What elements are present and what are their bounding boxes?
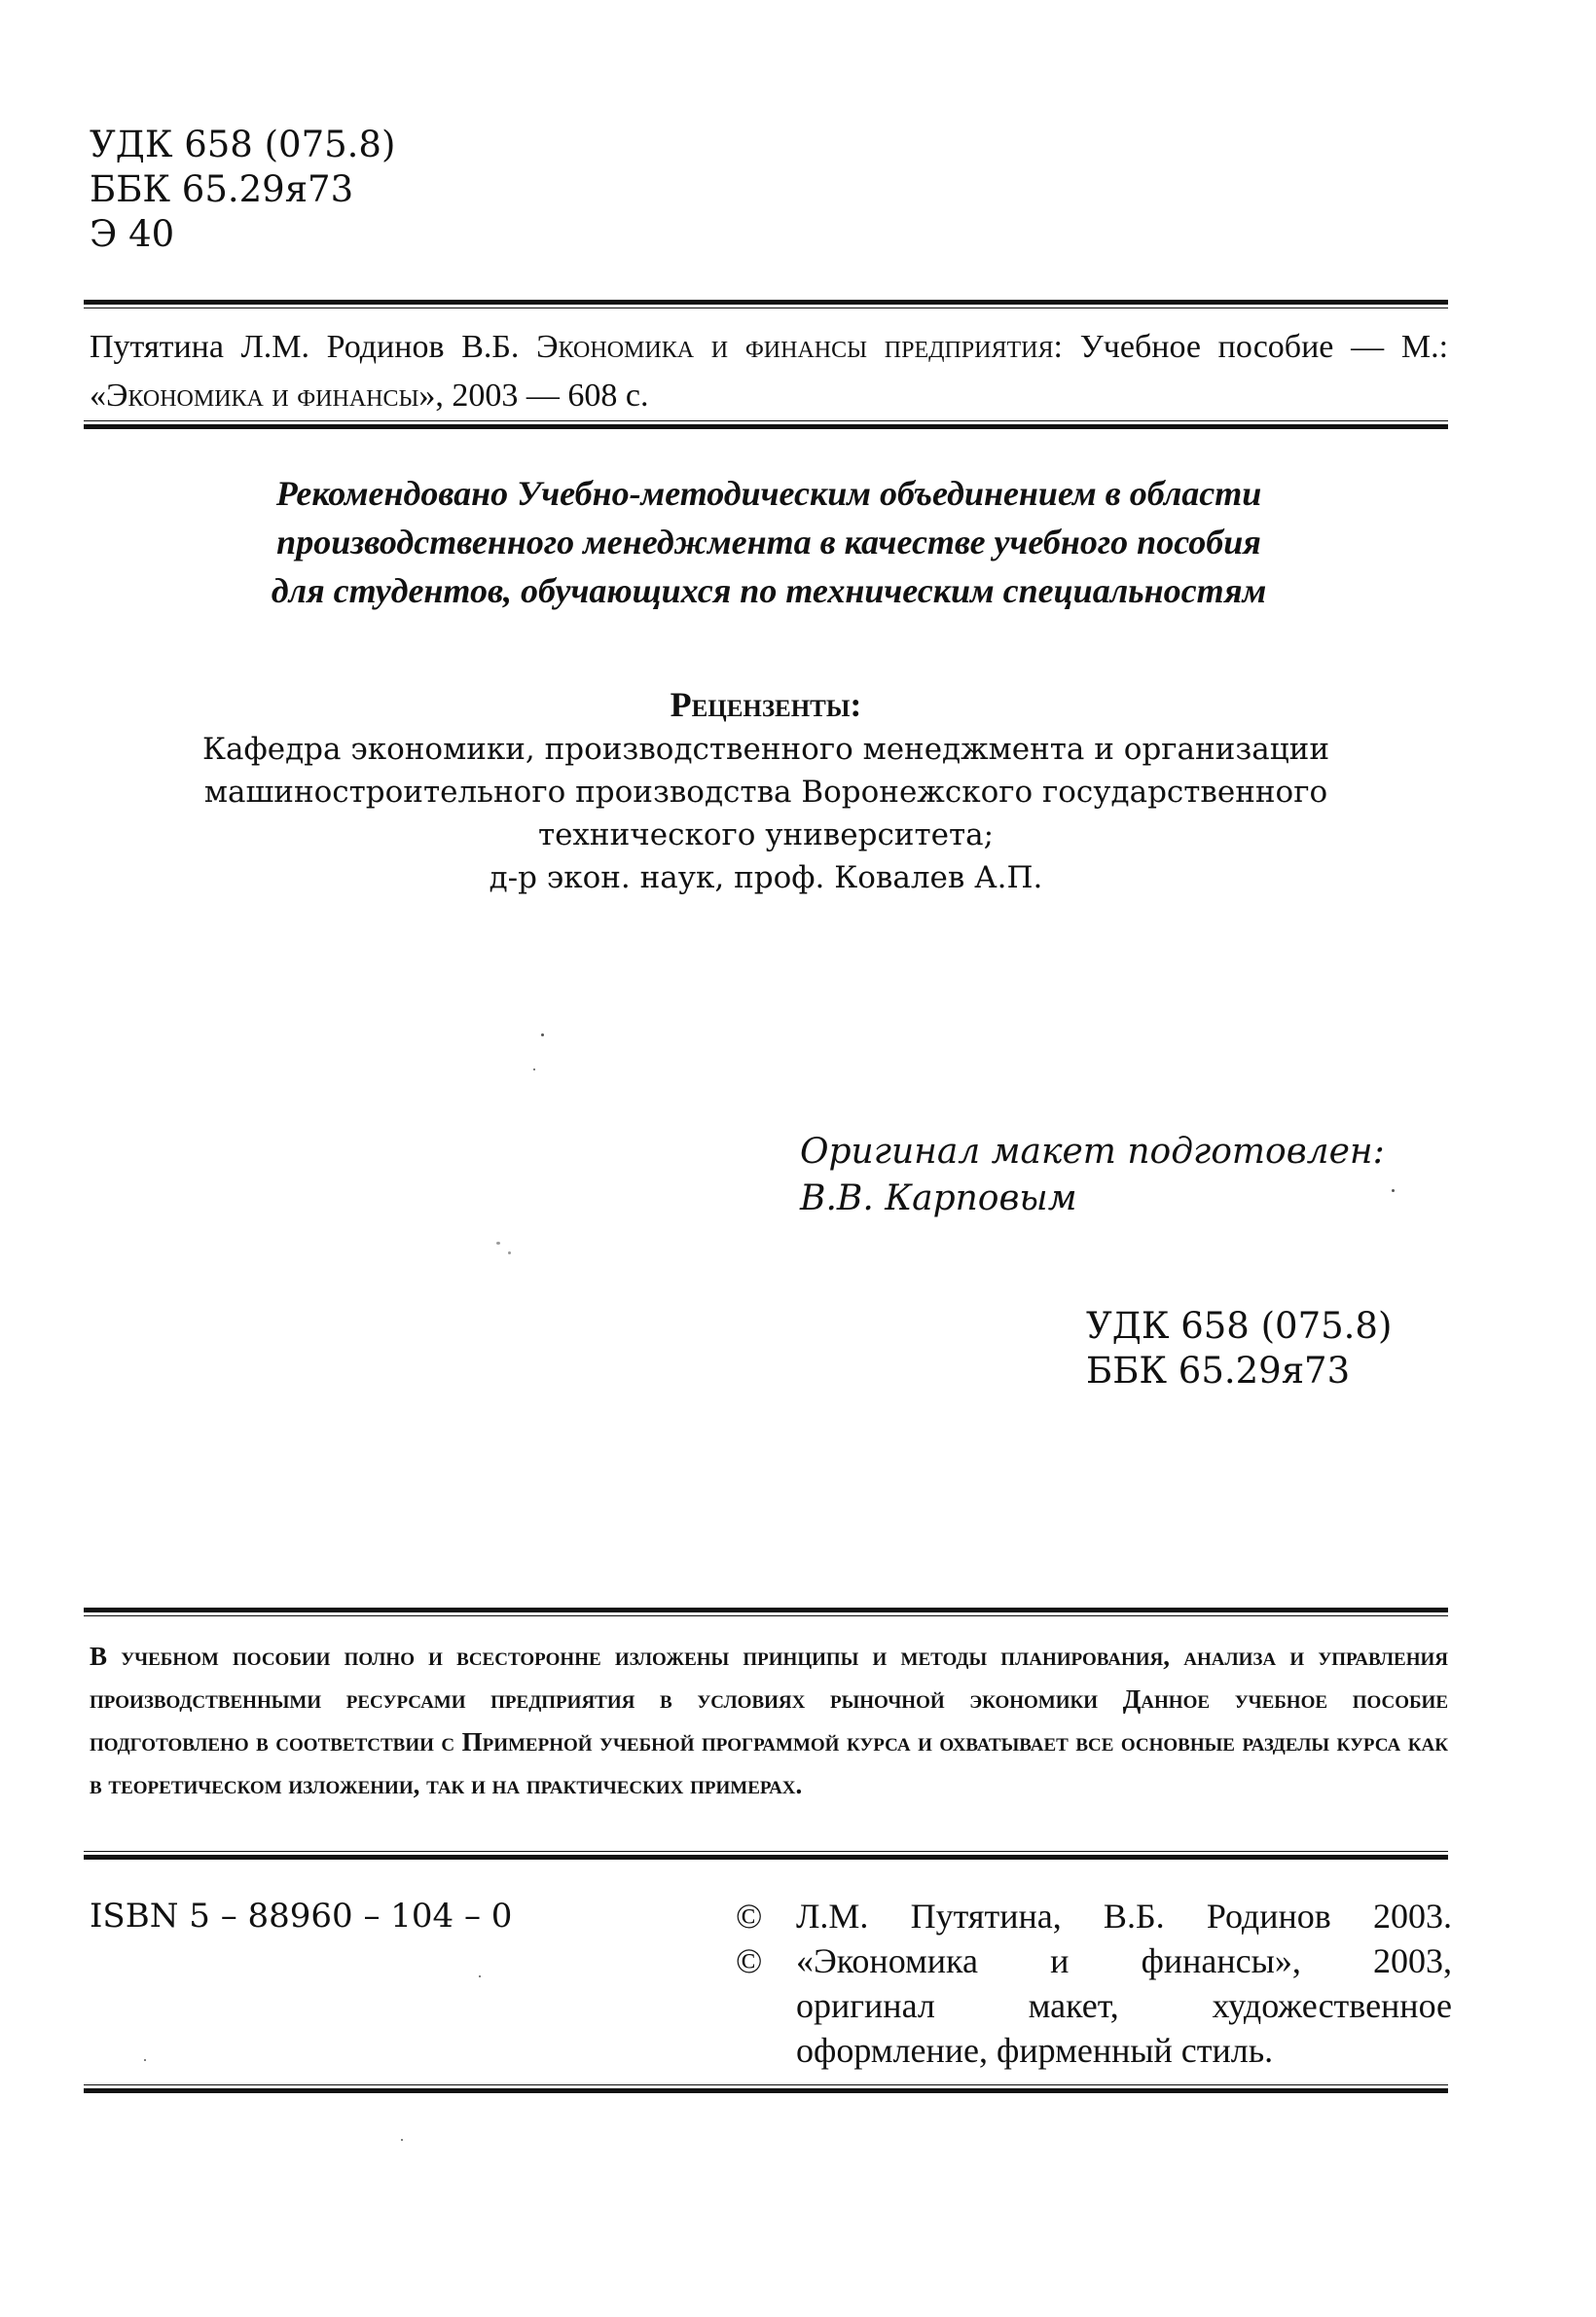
reviewer-line: Кафедра экономики, производственного менеджмента и организации — [202, 732, 1329, 767]
copyright-block — [736, 1894, 1452, 2073]
isbn: ISBN 5 – 88960 – 104 – 0 — [90, 1897, 513, 1936]
bibliographic-citation — [90, 323, 1448, 420]
author-mark: Э 40 — [90, 213, 175, 255]
scan-speck — [496, 1242, 500, 1245]
classification-codes-bottom — [1086, 1304, 1392, 1394]
recommendation-line: для студентов, обучающихся по техническим специальностям — [271, 571, 1267, 610]
scan-speck — [508, 1251, 511, 1254]
copyright-symbol: © — [736, 1941, 763, 1980]
reviewers-heading: Рецензенты: — [670, 685, 862, 724]
scan-speck — [479, 1975, 481, 1977]
scan-speck — [144, 2059, 146, 2061]
bbk-code: ББК 65.29я73 — [90, 168, 354, 210]
copyright-symbol: © — [736, 1897, 763, 1936]
layout-credit — [800, 1129, 1385, 1222]
classification-codes-top — [90, 123, 395, 257]
copyright-scope: оригинал макет, художественное — [796, 1986, 1452, 2025]
citation-authors: Путятина Л.М. Родинов В.Б. — [90, 329, 520, 365]
rule-annotation-bottom — [84, 1851, 1448, 1860]
recommendation-text — [117, 469, 1421, 615]
citation-imprint-start: Учебное пособие — М.: « — [90, 329, 1449, 414]
recommendation-line: Рекомендовано Учебно-методическим объединением в области — [275, 474, 1262, 513]
citation-imprint-end: », 2003 — 608 с. — [418, 378, 649, 414]
annotation-text: В учебном пособии полно и всесторонне изложены принципы и методы планирования, анализа и управления производственными ресурсами предприятия в условиях рыночной экономики Данное учебное пособие подготовлено в соответствии с Примерной учебной программой курса и охватывает все основные разделы курса как в теоретическом изложении, так и на практических примерах. — [90, 1642, 1448, 1799]
scan-speck — [1392, 1189, 1395, 1192]
citation-publisher: Экономика и финансы — [106, 378, 419, 414]
citation-title: Экономика и финансы предприятия: — [536, 329, 1063, 365]
copyright-authors: Л.М. Путятина, В.Б. Родинов 2003. — [796, 1897, 1452, 1936]
copyright-publisher: «Экономика и финансы», 2003, — [796, 1941, 1452, 1980]
layout-credit-label: Оригинал макет подготовлен: — [800, 1132, 1385, 1172]
rule-annotation-top — [84, 1608, 1448, 1616]
rule-citation-bottom — [84, 420, 1448, 429]
rule-page-bottom — [84, 2084, 1448, 2093]
reviewer-line: машиностроительного производства Воронежского государственного — [203, 775, 1328, 810]
reviewer-line: д-р экон. наук, проф. Ковалев А.П. — [489, 860, 1043, 895]
scan-speck — [401, 2139, 403, 2141]
copyright-scope: оформление, фирменный стиль. — [796, 2031, 1274, 2070]
reviewer-line: технического университета; — [537, 817, 995, 852]
reviewers-block — [84, 683, 1448, 899]
udk-code: УДК 658 (075.8) — [90, 124, 396, 165]
scan-speck — [533, 1068, 535, 1070]
scan-speck — [541, 1033, 544, 1036]
bbk-code: ББК 65.29я73 — [1086, 1350, 1351, 1392]
rule-citation-top — [84, 300, 1448, 308]
recommendation-line: производственного менеджмента в качестве учебного пособия — [276, 523, 1261, 561]
layout-credit-name: В.В. Карповым — [800, 1178, 1077, 1218]
udk-code: УДК 658 (075.8) — [1086, 1305, 1393, 1347]
